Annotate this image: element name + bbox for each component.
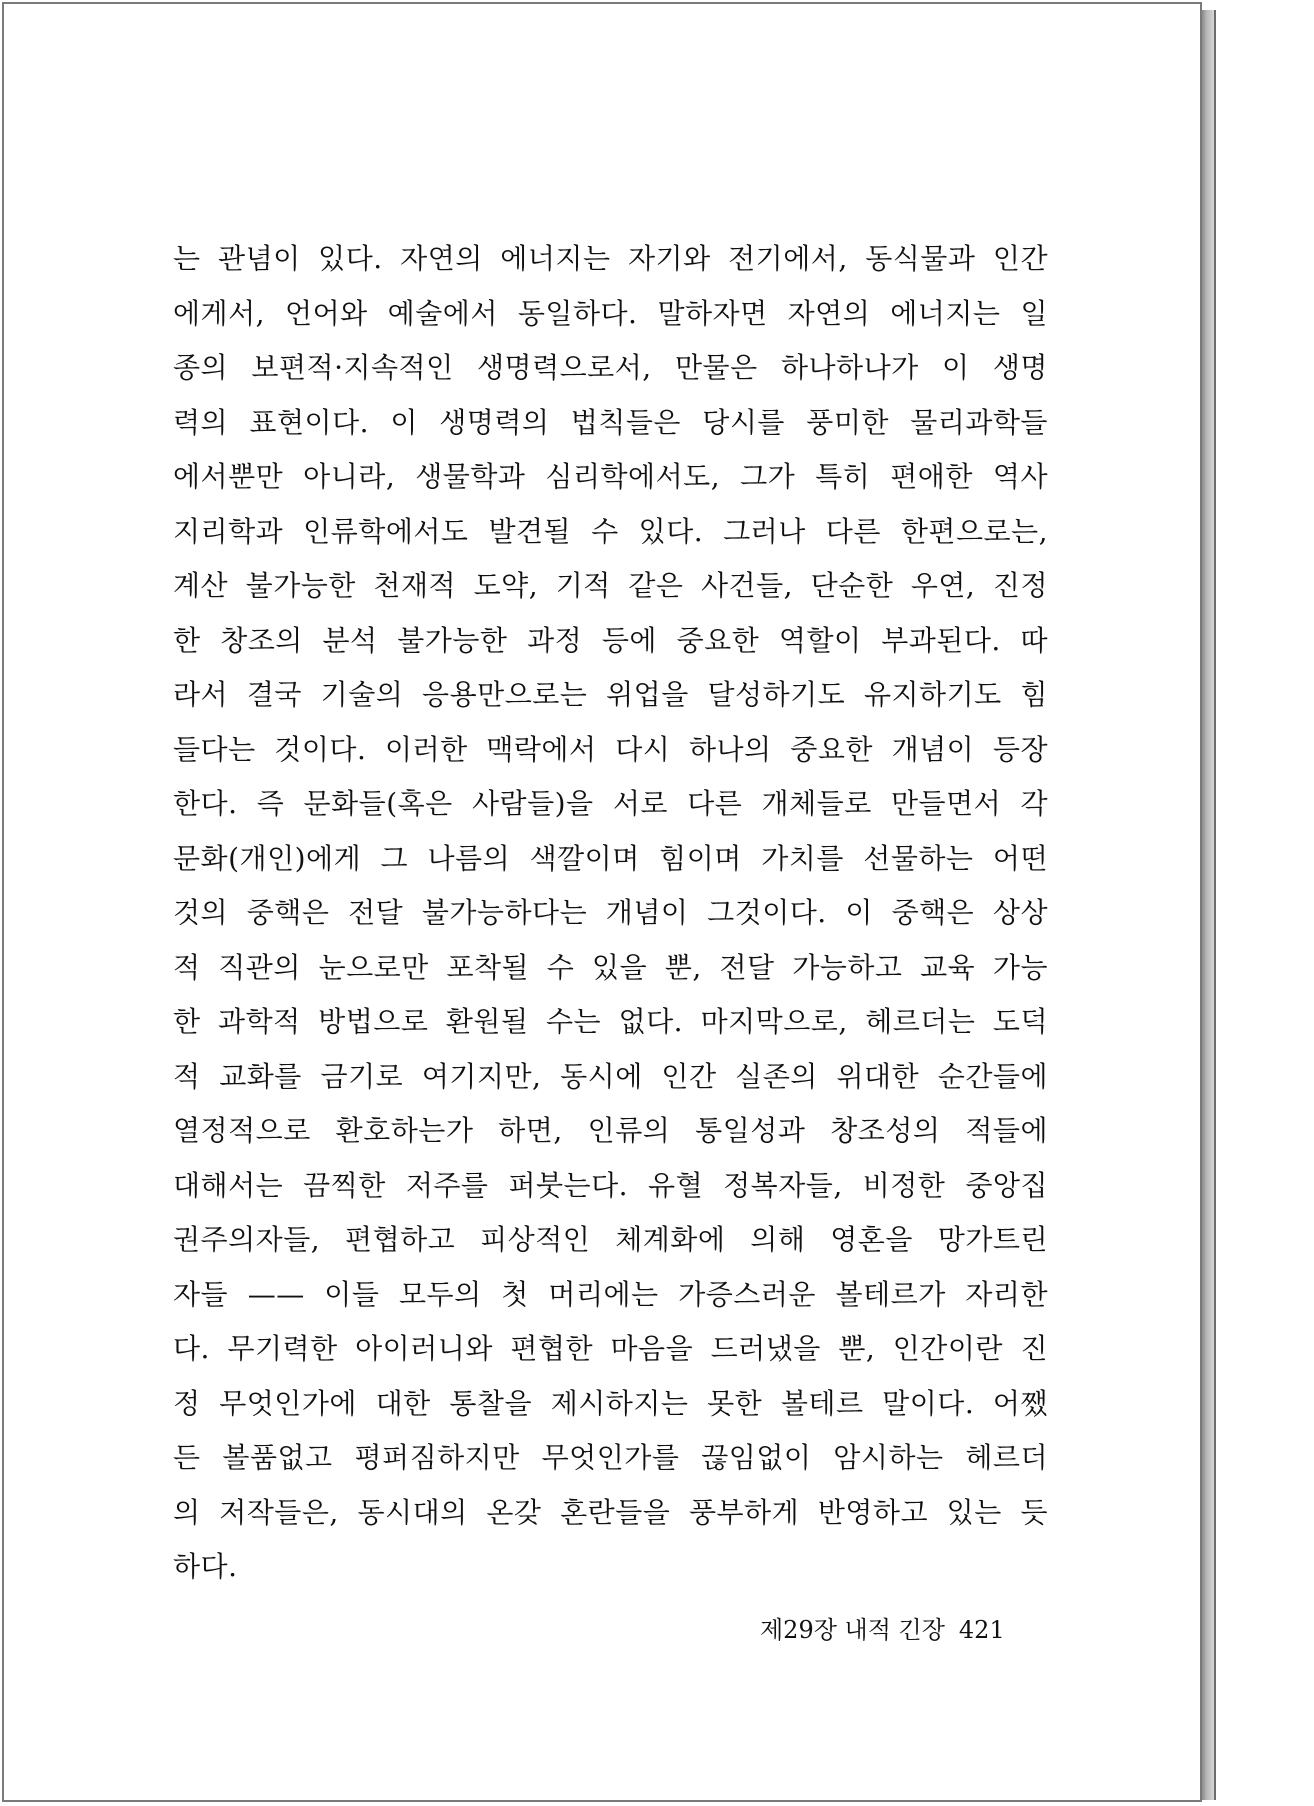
- running-head: 제29장 내적 긴장: [760, 1616, 945, 1644]
- body-line: 적 교화를 금기로 여기지만, 동시에 인간 실존의 위대한 순간들에: [173, 1059, 1048, 1093]
- page-footer: [760, 1610, 1060, 1650]
- body-line: 계산 불가능한 천재적 도약, 기적 같은 사건들, 단순한 우연, 진정: [173, 569, 1048, 602]
- body-line: 권주의자들, 편협하고 피상적인 체계화에 의해 영혼을 망가트린: [173, 1223, 1048, 1256]
- body-line: 한 창조의 분석 불가능한 과정 등에 중요한 역할이 부과된다. 따: [173, 623, 1048, 657]
- body-line: 들다는 것이다. 이러한 맥락에서 다시 하나의 중요한 개념이 등장: [173, 732, 1048, 766]
- body-line: 열정적으로 환호하는가 하면, 인류의 통일성과 창조성의 적들에: [173, 1114, 1048, 1147]
- body-line: 력의 표현이다. 이 생명력의 법칙들은 당시를 풍미한 물리과학들: [173, 405, 1048, 439]
- body-line: 문화(개인)에게 그 나름의 색깔이며 힘이며 가치를 선물하는 어떤: [173, 841, 1048, 875]
- body-line: 든 볼품없고 평퍼짐하지만 무엇인가를 끊임없이 암시하는 헤르더: [173, 1441, 1048, 1474]
- body-line: 한다. 즉 문화들(혹은 사람들)을 서로 다른 개체들로 만들면서 각: [173, 787, 1048, 820]
- body-line: 에게서, 언어와 예술에서 동일하다. 말하자면 자연의 에너지는 일: [173, 296, 1048, 330]
- body-line: 대해서는 끔찍한 저주를 퍼붓는다. 유혈 정복자들, 비정한 중앙집: [173, 1168, 1048, 1202]
- body-line: 한 과학적 방법으로 환원될 수는 없다. 마지막으로, 헤르더는 도덕: [173, 1005, 1048, 1038]
- body-line: 지리학과 인류학에서도 발견될 수 있다. 그러나 다른 한편으로는,: [173, 514, 1048, 548]
- body-line: 것의 중핵은 전달 불가능하다는 개념이 그것이다. 이 중핵은 상상: [173, 896, 1048, 929]
- body-line: 종의 보편적·지속적인 생명력으로서, 만물은 하나하나가 이 생명: [173, 351, 1048, 384]
- body-line: 는 관념이 있다. 자연의 에너지는 자기와 전기에서, 동식물과 인간: [173, 242, 1048, 275]
- body-line: 정 무엇인가에 대한 통찰을 제시하지는 못한 볼테르 말이다. 어쨌: [173, 1386, 1048, 1420]
- body-line: 자들 —— 이들 모두의 첫 머리에는 가증스러운 볼테르가 자리한: [173, 1277, 1048, 1311]
- body-line: 에서뿐만 아니라, 생물학과 심리학에서도, 그가 특히 편애한 역사: [173, 460, 1048, 493]
- page-number: 421: [958, 1616, 1005, 1644]
- body-line: 라서 결국 기술의 응용만으로는 위업을 달성하기도 유지하기도 힘: [173, 678, 1048, 711]
- body-line: 적 직관의 눈으로만 포착될 수 있을 뿐, 전달 가능하고 교육 가능: [173, 950, 1048, 984]
- body-line: 의 저작들은, 동시대의 온갖 혼란들을 풍부하게 반영하고 있는 듯: [173, 1495, 1048, 1529]
- body-text: [173, 232, 1048, 1595]
- body-line: 하다.: [173, 1550, 238, 1583]
- page-stack-edge: [1202, 10, 1216, 1800]
- body-line: 다. 무기력한 아이러니와 편협한 마음을 드러냈을 뿐, 인간이란 진: [173, 1332, 1048, 1365]
